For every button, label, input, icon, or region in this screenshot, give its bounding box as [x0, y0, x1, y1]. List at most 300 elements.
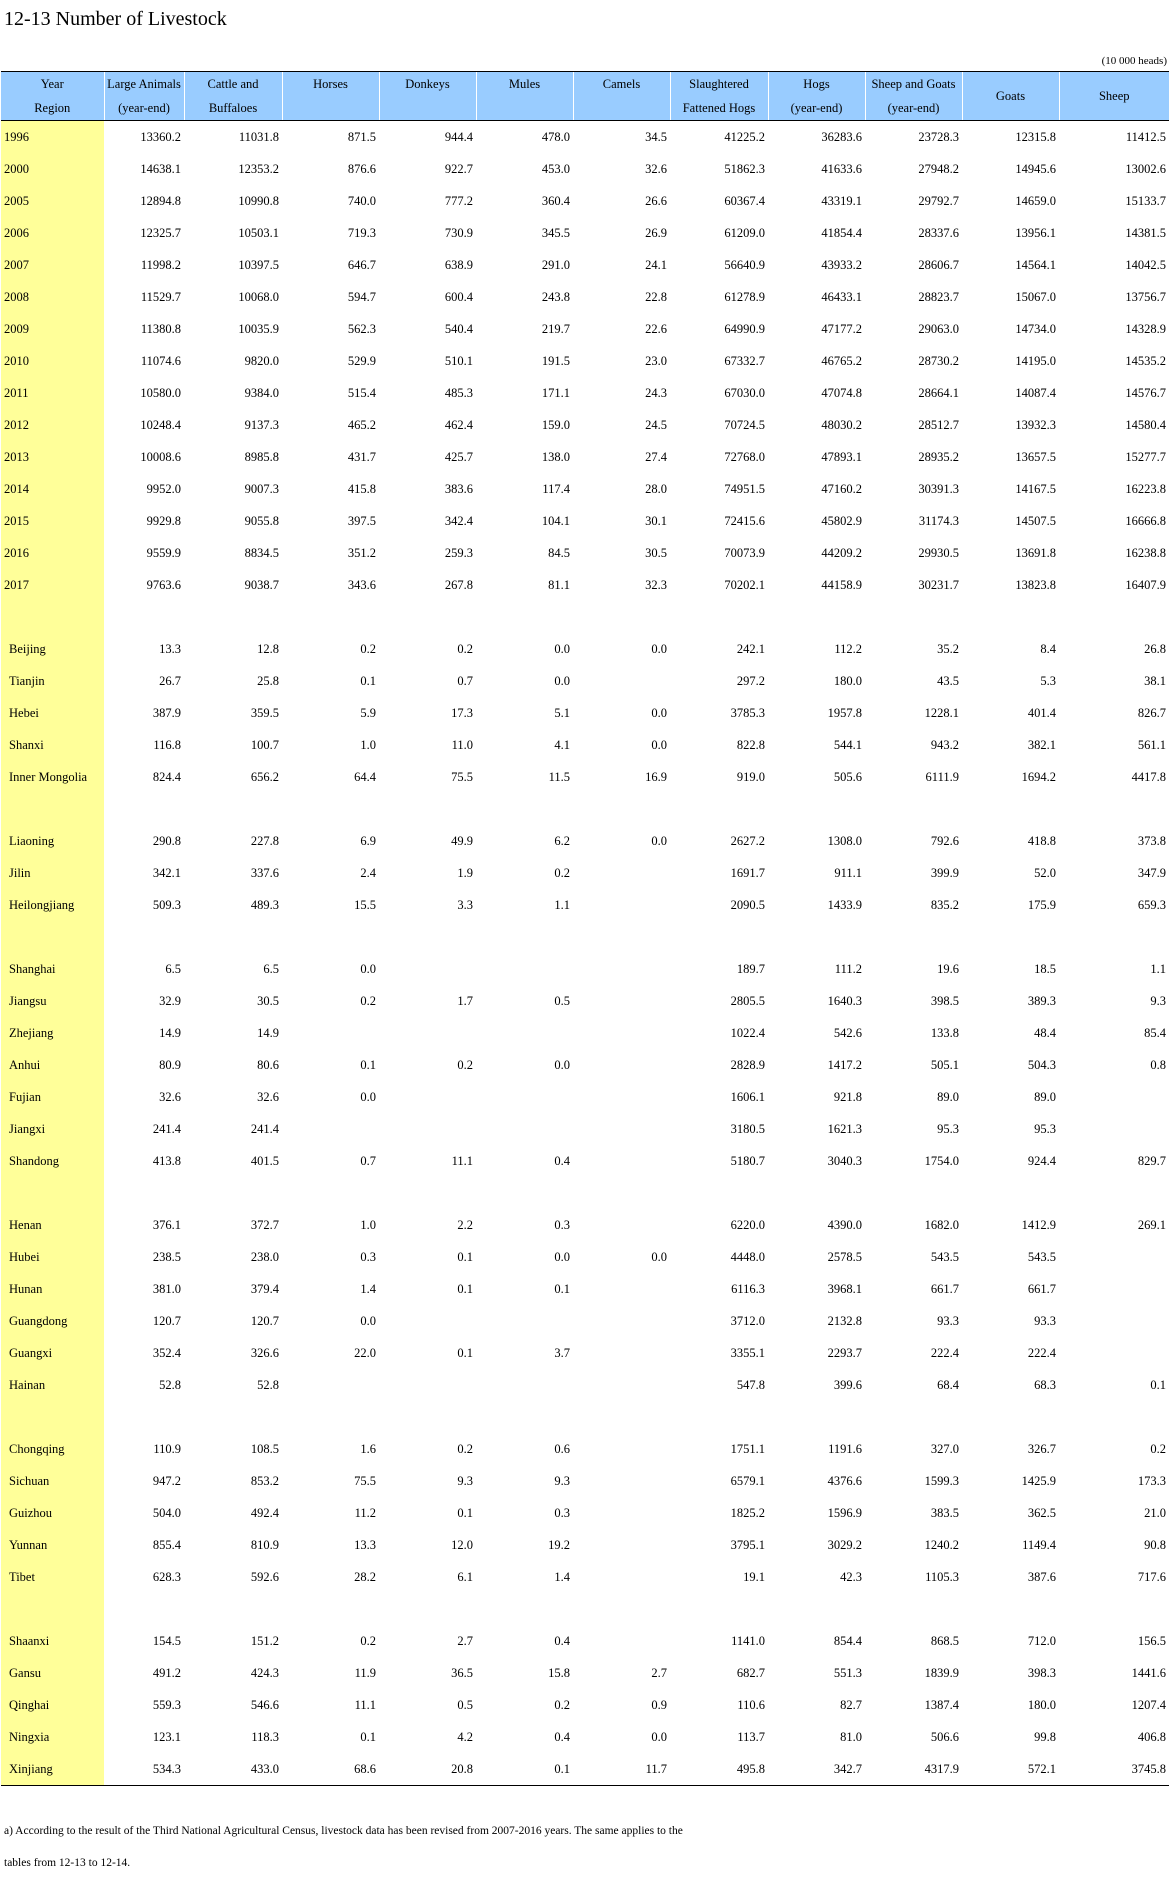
table-cell: 2578.5 — [827, 1249, 862, 1264]
table-cell: 11998.2 — [140, 257, 181, 272]
region-name: Ningxia — [1, 1721, 104, 1753]
table-cell: 28.2 — [354, 1569, 376, 1584]
table-cell — [573, 1145, 670, 1177]
table-cell: 1682.0 — [924, 1217, 959, 1232]
table-cell: 269.1 — [1137, 1217, 1166, 1232]
table-cell: 387.9 — [152, 705, 181, 720]
table-cell: 74951.5 — [724, 481, 765, 496]
table-cell: 2805.5 — [730, 993, 765, 1008]
region-name: Zhejiang — [1, 1017, 104, 1049]
table-cell: 173.3 — [1137, 1473, 1166, 1488]
region-name: Inner Mongolia — [1, 761, 104, 793]
table-cell: 6111.9 — [925, 769, 959, 784]
table-cell: 28512.7 — [918, 417, 959, 432]
table-cell: 90.8 — [1144, 1537, 1166, 1552]
table-cell: 506.6 — [930, 1729, 959, 1744]
table-cell: 822.8 — [736, 737, 765, 752]
table-cell: 93.3 — [1034, 1313, 1056, 1328]
table-cell: 1441.6 — [1131, 1665, 1166, 1680]
table-cell: 1.7 — [457, 993, 473, 1008]
table-cell: 0.2 — [457, 641, 473, 656]
table-cell: 259.3 — [444, 545, 473, 560]
table-cell: 9.3 — [554, 1473, 570, 1488]
table-cell: 13956.1 — [1015, 225, 1056, 240]
table-cell: 19.2 — [548, 1537, 570, 1552]
table-cell: 382.1 — [1027, 737, 1056, 752]
table-cell: 189.7 — [736, 961, 765, 976]
table-cell: 22.6 — [645, 321, 667, 336]
table-cell: 32.3 — [645, 577, 667, 592]
table-cell: 11.5 — [548, 769, 570, 784]
table-cell: 0.0 — [360, 1089, 376, 1104]
region-row — [1, 1721, 1169, 1753]
year-row — [1, 505, 1169, 537]
table-cell: 1433.9 — [827, 897, 862, 912]
table-cell: 151.2 — [250, 1633, 279, 1648]
table-cell: 1606.1 — [730, 1089, 765, 1104]
table-cell: 326.7 — [1027, 1441, 1056, 1456]
year-label: 1996 — [1, 121, 104, 154]
table-cell: 110.9 — [153, 1441, 181, 1456]
table-cell — [476, 1305, 573, 1337]
table-cell: 60367.4 — [724, 193, 765, 208]
table-cell: 11.1 — [451, 1153, 473, 1168]
table-cell: 32.6 — [159, 1089, 181, 1104]
table-cell: 1417.2 — [827, 1057, 862, 1072]
table-cell: 659.3 — [1137, 897, 1166, 912]
year-label: 2009 — [1, 313, 104, 345]
table-cell — [476, 1113, 573, 1145]
table-cell: 36.5 — [451, 1665, 473, 1680]
table-cell: 352.4 — [152, 1345, 181, 1360]
table-cell: 19.1 — [743, 1569, 765, 1584]
table-cell: 0.7 — [457, 673, 473, 688]
table-cell: 14328.9 — [1125, 321, 1166, 336]
table-cell: 415.8 — [347, 481, 376, 496]
table-cell: 401.4 — [1027, 705, 1056, 720]
table-cell: 0.8 — [1150, 1057, 1166, 1072]
table-cell: 544.1 — [833, 737, 862, 752]
table-cell: 14381.5 — [1125, 225, 1166, 240]
table-cell: 93.3 — [937, 1313, 959, 1328]
table-cell: 924.4 — [1027, 1153, 1056, 1168]
table-cell — [573, 1465, 670, 1497]
table-cell: 489.3 — [250, 897, 279, 912]
year-row — [1, 217, 1169, 249]
table-cell: 14638.1 — [140, 161, 181, 176]
table-cell: 0.1 — [457, 1505, 473, 1520]
table-cell: 397.5 — [347, 513, 376, 528]
table-cell: 123.1 — [152, 1729, 181, 1744]
table-cell: 0.3 — [554, 1217, 570, 1232]
table-cell: 326.6 — [250, 1345, 279, 1360]
table-cell: 1957.8 — [827, 705, 862, 720]
table-cell: 562.3 — [347, 321, 376, 336]
large-animals-header: Large Animals (year-end) — [104, 72, 184, 121]
region-row — [1, 1081, 1169, 1113]
table-cell: 9.3 — [1150, 993, 1166, 1008]
table-cell: 75.5 — [451, 769, 473, 784]
table-cell: 4.1 — [554, 737, 570, 752]
spacer-row — [1, 601, 1169, 633]
table-cell — [573, 1561, 670, 1593]
year-row — [1, 473, 1169, 505]
table-cell — [573, 1273, 670, 1305]
table-cell: 43319.1 — [821, 193, 862, 208]
table-cell: 561.1 — [1137, 737, 1166, 752]
region-name: Xinjiang — [1, 1753, 104, 1786]
table-cell: 12315.8 — [1015, 129, 1056, 144]
table-cell: 543.5 — [1027, 1249, 1056, 1264]
table-cell: 387.6 — [1027, 1569, 1056, 1584]
table-cell: 11529.7 — [140, 289, 181, 304]
table-cell: 14576.7 — [1125, 385, 1166, 400]
table-cell — [573, 857, 670, 889]
table-cell: 5.9 — [360, 705, 376, 720]
table-cell: 399.6 — [833, 1377, 862, 1392]
table-cell: 99.8 — [1034, 1729, 1056, 1744]
table-cell — [476, 1369, 573, 1401]
table-cell: 75.5 — [354, 1473, 376, 1488]
table-cell: 462.4 — [444, 417, 473, 432]
table-cell: 156.5 — [1137, 1633, 1166, 1648]
region-name: Henan — [1, 1209, 104, 1241]
table-cell: 26.9 — [645, 225, 667, 240]
table-cell: 15067.0 — [1015, 289, 1056, 304]
table-cell: 297.2 — [736, 673, 765, 688]
region-name: Shaanxi — [1, 1625, 104, 1657]
table-cell: 372.7 — [250, 1217, 279, 1232]
table-cell: 104.1 — [541, 513, 570, 528]
table-cell: 0.0 — [651, 737, 667, 752]
table-cell: 118.3 — [251, 1729, 279, 1744]
table-cell: 546.6 — [250, 1697, 279, 1712]
table-cell: 267.8 — [444, 577, 473, 592]
table-cell: 241.4 — [152, 1121, 181, 1136]
table-cell: 47074.8 — [821, 385, 862, 400]
table-cell — [573, 953, 670, 985]
livestock-table — [1, 71, 1169, 1786]
table-cell: 180.0 — [833, 673, 862, 688]
table-cell: 792.6 — [930, 833, 959, 848]
table-cell: 36283.6 — [821, 129, 862, 144]
table-cell — [573, 1049, 670, 1081]
table-cell: 327.0 — [930, 1441, 959, 1456]
spacer-row — [1, 1593, 1169, 1625]
table-cell — [1059, 1113, 1169, 1145]
table-cell: 515.4 — [347, 385, 376, 400]
table-cell: 8985.8 — [244, 449, 279, 464]
table-cell: 478.0 — [541, 129, 570, 144]
table-cell: 42.3 — [840, 1569, 862, 1584]
table-cell: 13360.2 — [140, 129, 181, 144]
table-cell: 628.3 — [152, 1569, 181, 1584]
horses-header: Horses — [282, 72, 379, 121]
region-row — [1, 985, 1169, 1017]
year-row — [1, 313, 1169, 345]
table-cell: 656.2 — [250, 769, 279, 784]
table-cell: 10068.0 — [238, 289, 279, 304]
table-cell: 14507.5 — [1015, 513, 1056, 528]
table-cell: 28337.6 — [918, 225, 959, 240]
table-cell — [573, 1625, 670, 1657]
region-row — [1, 633, 1169, 665]
table-cell: 921.8 — [833, 1089, 862, 1104]
table-cell: 425.7 — [444, 449, 473, 464]
table-cell: 505.1 — [930, 1057, 959, 1072]
table-cell: 383.5 — [930, 1505, 959, 1520]
table-cell: 0.0 — [554, 673, 570, 688]
region-name: Fujian — [1, 1081, 104, 1113]
table-cell — [379, 1369, 476, 1401]
table-cell: 84.5 — [548, 545, 570, 560]
table-cell: 0.0 — [651, 1249, 667, 1264]
table-cell: 2.7 — [651, 1665, 667, 1680]
table-cell: 14167.5 — [1015, 481, 1056, 496]
table-cell: 730.9 — [444, 225, 473, 240]
table-cell: 360.4 — [541, 193, 570, 208]
table-cell: 0.1 — [457, 1249, 473, 1264]
table-cell: 1825.2 — [730, 1505, 765, 1520]
table-cell: 22.0 — [354, 1345, 376, 1360]
table-cell: 453.0 — [541, 161, 570, 176]
table-cell: 27948.2 — [918, 161, 959, 176]
region-row — [1, 1273, 1169, 1305]
table-cell: 26.8 — [1144, 641, 1166, 656]
table-cell: 542.6 — [833, 1025, 862, 1040]
table-cell: 290.8 — [152, 833, 181, 848]
table-cell: 159.0 — [541, 417, 570, 432]
table-cell: 712.0 — [1027, 1633, 1056, 1648]
table-cell: 238.5 — [152, 1249, 181, 1264]
table-cell: 14.9 — [159, 1025, 181, 1040]
table-cell: 9.3 — [457, 1473, 473, 1488]
table-cell: 15.5 — [354, 897, 376, 912]
region-name: Heilongjiang — [1, 889, 104, 921]
table-cell: 1596.9 — [827, 1505, 862, 1520]
table-cell: 13756.7 — [1125, 289, 1166, 304]
table-cell: 16407.9 — [1125, 577, 1166, 592]
table-cell: 80.9 — [159, 1057, 181, 1072]
table-cell: 133.8 — [930, 1025, 959, 1040]
table-cell — [573, 1529, 670, 1561]
region-row — [1, 1305, 1169, 1337]
table-cell: 111.2 — [834, 961, 862, 976]
region-name: Anhui — [1, 1049, 104, 1081]
table-cell: 0.4 — [554, 1729, 570, 1744]
year-row — [1, 121, 1169, 154]
spacer-row — [1, 793, 1169, 825]
table-cell: 13.3 — [159, 641, 181, 656]
table-cell: 17.3 — [451, 705, 473, 720]
year-label: 2015 — [1, 505, 104, 537]
region-name: Chongqing — [1, 1433, 104, 1465]
table-cell: 89.0 — [1034, 1089, 1056, 1104]
table-cell — [282, 1369, 379, 1401]
table-cell: 28935.2 — [918, 449, 959, 464]
table-cell: 547.8 — [736, 1377, 765, 1392]
table-cell: 108.5 — [250, 1441, 279, 1456]
sheep-goats-header: Sheep and Goats (year-end) — [865, 72, 962, 121]
table-cell: 56640.9 — [724, 257, 765, 272]
table-cell: 495.8 — [670, 1753, 768, 1786]
table-cell: 0.6 — [554, 1441, 570, 1456]
table-cell: 24.3 — [645, 385, 667, 400]
table-cell: 9929.8 — [146, 513, 181, 528]
spacer-row — [1, 1177, 1169, 1209]
table-cell: 943.2 — [930, 737, 959, 752]
table-cell: 61278.9 — [724, 289, 765, 304]
table-cell: 16238.8 — [1125, 545, 1166, 560]
table-cell — [573, 1497, 670, 1529]
region-row — [1, 1241, 1169, 1273]
table-cell: 6.9 — [360, 833, 376, 848]
table-cell: 534.3 — [104, 1753, 184, 1786]
table-cell — [379, 953, 476, 985]
table-cell: 24.1 — [645, 257, 667, 272]
table-cell: 0.4 — [554, 1633, 570, 1648]
table-cell: 868.5 — [930, 1633, 959, 1648]
table-cell: 64.4 — [354, 769, 376, 784]
region-row — [1, 1113, 1169, 1145]
year-row — [1, 281, 1169, 313]
table-cell: 32.6 — [257, 1089, 279, 1104]
year-label: 2016 — [1, 537, 104, 569]
table-cell: 351.2 — [347, 545, 376, 560]
table-cell: 13657.5 — [1015, 449, 1056, 464]
table-cell — [282, 1017, 379, 1049]
table-cell: 23.0 — [645, 353, 667, 368]
table-cell — [1059, 1081, 1169, 1113]
year-label: 2012 — [1, 409, 104, 441]
region-row — [1, 1497, 1169, 1529]
table-cell: 343.6 — [347, 577, 376, 592]
table-cell: 0.1 — [360, 1057, 376, 1072]
table-body — [1, 121, 1169, 1786]
table-cell: 505.6 — [833, 769, 862, 784]
table-cell: 4.2 — [457, 1729, 473, 1744]
region-name: Jiangsu — [1, 985, 104, 1017]
table-cell: 46433.1 — [821, 289, 862, 304]
table-cell: 12353.2 — [238, 161, 279, 176]
table-cell: 871.5 — [347, 129, 376, 144]
table-cell: 100.7 — [250, 737, 279, 752]
region-row — [1, 1369, 1169, 1401]
table-cell: 120.7 — [250, 1313, 279, 1328]
table-cell: 406.8 — [1137, 1729, 1166, 1744]
table-cell: 16666.8 — [1125, 513, 1166, 528]
table-cell: 64990.9 — [724, 321, 765, 336]
region-row — [1, 1529, 1169, 1561]
table-cell: 89.0 — [937, 1089, 959, 1104]
table-cell: 52.8 — [159, 1377, 181, 1392]
region-name: Hainan — [1, 1369, 104, 1401]
table-cell: 3180.5 — [730, 1121, 765, 1136]
table-cell: 0.0 — [651, 641, 667, 656]
table-cell: 175.9 — [1027, 897, 1056, 912]
table-cell: 12325.7 — [140, 225, 181, 240]
table-cell: 68.4 — [937, 1377, 959, 1392]
table-cell: 661.7 — [930, 1281, 959, 1296]
table-cell: 740.0 — [347, 193, 376, 208]
table-cell: 9559.9 — [146, 545, 181, 560]
table-cell: 0.1 — [554, 1281, 570, 1296]
goats-header: Goats — [962, 72, 1059, 121]
table-cell: 491.2 — [152, 1665, 181, 1680]
table-cell: 85.4 — [1144, 1025, 1166, 1040]
table-cell: 28664.1 — [918, 385, 959, 400]
table-cell: 32.6 — [645, 161, 667, 176]
table-cell: 0.0 — [651, 1729, 667, 1744]
table-cell: 0.2 — [360, 641, 376, 656]
table-cell: 24.5 — [645, 417, 667, 432]
table-cell — [1059, 1337, 1169, 1369]
region-name: Gansu — [1, 1657, 104, 1689]
table-cell: 14042.5 — [1125, 257, 1166, 272]
year-label: 2007 — [1, 249, 104, 281]
table-cell: 9384.0 — [244, 385, 279, 400]
region-row — [1, 1753, 1169, 1786]
table-cell: 11.9 — [354, 1665, 376, 1680]
region-row — [1, 953, 1169, 985]
table-cell: 243.8 — [541, 289, 570, 304]
table-cell: 638.9 — [444, 257, 473, 272]
table-cell: 29063.0 — [918, 321, 959, 336]
table-cell: 4417.8 — [1131, 769, 1166, 784]
table-cell: 0.2 — [360, 1633, 376, 1648]
region-row — [1, 1017, 1169, 1049]
table-cell: 876.6 — [347, 161, 376, 176]
table-cell: 45802.9 — [821, 513, 862, 528]
table-cell: 2.7 — [457, 1633, 473, 1648]
table-cell: 0.0 — [554, 1057, 570, 1072]
table-cell: 0.7 — [360, 1153, 376, 1168]
region-name: Guangxi — [1, 1337, 104, 1369]
table-cell: 1308.0 — [827, 833, 862, 848]
year-label: 2010 — [1, 345, 104, 377]
table-cell: 777.2 — [444, 193, 473, 208]
table-cell: 9007.3 — [244, 481, 279, 496]
region-row — [1, 1689, 1169, 1721]
region-row — [1, 1561, 1169, 1593]
region-row — [1, 1049, 1169, 1081]
table-cell: 592.6 — [250, 1569, 279, 1584]
table-cell: 38.1 — [1144, 673, 1166, 688]
table-cell: 1105.3 — [925, 1569, 959, 1584]
table-cell: 116.8 — [153, 737, 181, 752]
region-name: Sichuan — [1, 1465, 104, 1497]
table-cell: 10990.8 — [238, 193, 279, 208]
table-cell: 0.3 — [360, 1249, 376, 1264]
table-cell: 13002.6 — [1125, 161, 1166, 176]
table-cell: 0.2 — [1150, 1441, 1166, 1456]
table-cell: 431.7 — [347, 449, 376, 464]
table-cell: 1.1 — [1150, 961, 1166, 976]
table-cell: 1691.7 — [730, 865, 765, 880]
table-cell: 1.0 — [360, 737, 376, 752]
table-cell: 13823.8 — [1015, 577, 1056, 592]
table-cell: 21.0 — [1144, 1505, 1166, 1520]
table-cell: 30391.3 — [918, 481, 959, 496]
table-cell: 30.5 — [257, 993, 279, 1008]
region-row — [1, 889, 1169, 921]
table-cell: 81.0 — [840, 1729, 862, 1744]
table-cell: 23728.3 — [918, 129, 959, 144]
table-cell: 1.4 — [360, 1281, 376, 1296]
table-cell: 509.3 — [152, 897, 181, 912]
table-cell: 810.9 — [250, 1537, 279, 1552]
table-cell: 113.7 — [737, 1729, 765, 1744]
